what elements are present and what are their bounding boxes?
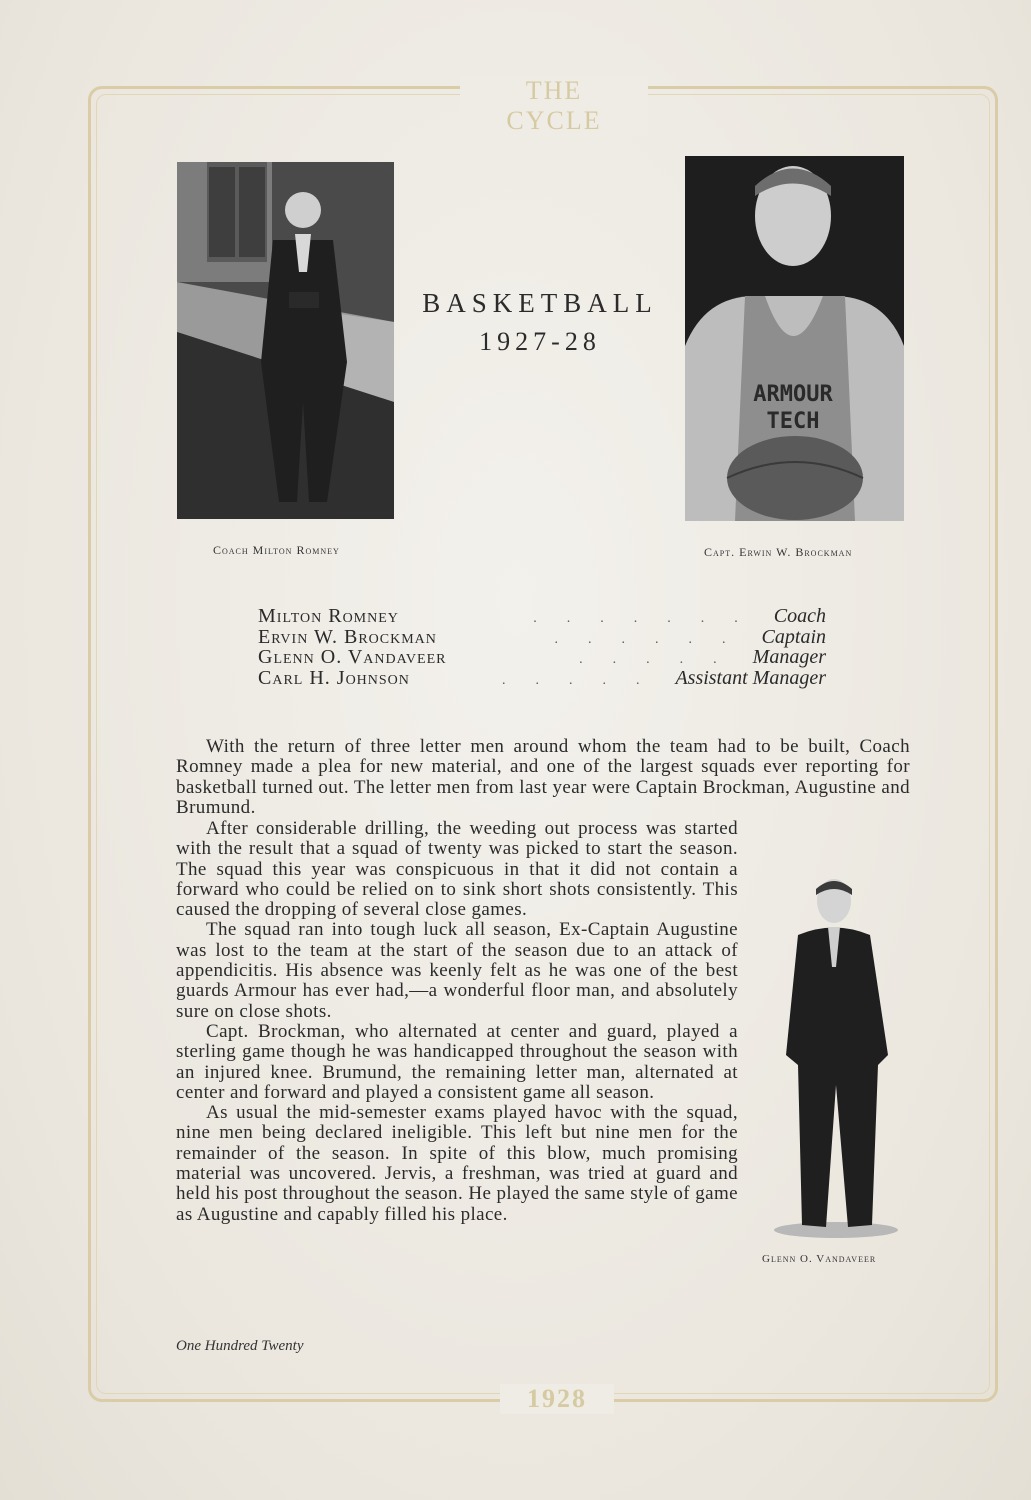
coach-photo (177, 162, 394, 519)
article-body-top (176, 737, 910, 818)
roster-name: Ervin W. Brockman (258, 625, 437, 648)
officers-list (258, 606, 826, 688)
roster-role: Manager (752, 646, 826, 668)
paragraph: With the return of three letter men around whom the team had to be built, Coach Romney made a plea for new material, and one of the largest squads ever reporting for basketball turned out. The letter men from last year were Captain Brockman, Augustine and Brumund. (176, 736, 910, 818)
coach-caption: Coach Milton Romney (213, 543, 340, 557)
frame-footer-year: 1928 (500, 1384, 614, 1414)
captain-photo (685, 156, 904, 521)
leader-dots: ...... (554, 631, 756, 647)
svg-text:TECH: TECH (766, 409, 820, 434)
paragraph: Capt. Brockman, who alternated at center and guard, played a sterling game though he was handicapped throughout the season with an injured knee. Brumund, the remaining letter man, alternated at center and forward and played a consistent game all season. (176, 1020, 738, 1103)
roster-row (258, 668, 826, 689)
paragraph: As usual the mid-semester exams played havoc with the squad, nine men being declared ineligible. This left but nine men for the remainder of the season. In spite of this blow, much promising material was uncovered. Jervis, a freshman, was tried at guard and held his post throughout the season. He played the same style of game as Augustine and capably filled his place. (176, 1102, 738, 1225)
captain-caption: Capt. Erwin W. Brockman (704, 545, 853, 559)
manager-caption: Glenn O. Vandaveer (762, 1253, 877, 1265)
page-number: One Hundred Twenty (176, 1338, 304, 1354)
leader-dots: ..... (579, 652, 747, 667)
svg-text:ARMOUR: ARMOUR (753, 382, 833, 407)
roster-row (258, 627, 826, 648)
roster-name: Carl H. Johnson (258, 666, 410, 689)
roster-row (258, 647, 826, 668)
roster-name: Milton Romney (258, 605, 399, 627)
paragraph: After considerable drilling, the weeding out process was started with the result that a squad of twenty was picked to start the season. The squad this year was conspicuous in that it did not contain a forward who could be relied on to sink short shots consistently. This caused the dropping of several close games. (176, 818, 738, 921)
roster-role: Captain (761, 625, 826, 648)
paragraph: The squad ran into tough luck all season, Ex-Captain Augustine was lost to the team at the start of the season due to an attack of appendicitis. His absence was keenly felt as he was one of the best guards Armour has ever had,—a wonderful floor man, and absolutely sure on close shots. (176, 919, 738, 1022)
manager-photo (770, 875, 905, 1240)
roster-role: Assistant Manager (675, 666, 826, 689)
leader-dots: ....... (533, 611, 768, 626)
leader-dots: ..... (501, 672, 670, 688)
roster-row (258, 606, 826, 627)
roster-role: Coach (773, 605, 826, 627)
season-years: 1927-28 (479, 327, 601, 356)
frame-header-label: THE CYCLE (460, 76, 648, 136)
page-title: BASKETBALL (422, 288, 658, 318)
roster-name: Glenn O. Vandaveer (258, 646, 447, 668)
